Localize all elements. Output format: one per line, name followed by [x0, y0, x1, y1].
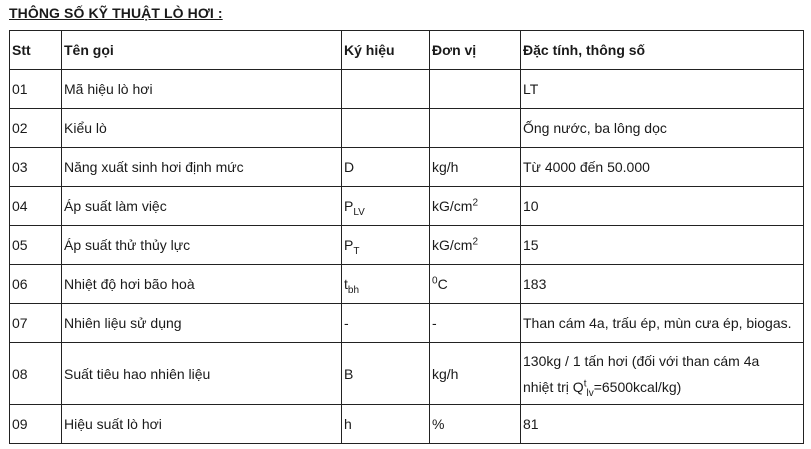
header-symbol: Ký hiệu — [342, 31, 430, 70]
cell-stt: 02 — [10, 109, 62, 148]
property-line: nhiệt trị $Q^t_{lv}=6500kcal/kg$) — [523, 377, 682, 399]
table-row — [10, 304, 804, 343]
cell-stt: 08 — [10, 343, 62, 405]
cell-symbol — [342, 70, 430, 109]
cell-property: LT — [521, 70, 804, 109]
cell-stt: 05 — [10, 226, 62, 265]
cell-stt: 04 — [10, 187, 62, 226]
cell-property: 183 — [521, 265, 804, 304]
cell-stt: 06 — [10, 265, 62, 304]
cell-name: Mã hiệu lò hơi — [62, 70, 342, 109]
header-name: Tên gọi — [62, 31, 342, 70]
cell-symbol: $t_{bh}$ — [342, 265, 430, 304]
cell-name: Nhiên liệu sử dụng — [62, 304, 342, 343]
header-unit: Đơn vị — [430, 31, 521, 70]
cell-stt: 01 — [10, 70, 62, 109]
cell-property: Từ 4000 đến 50.000 — [521, 148, 804, 187]
cell-symbol — [342, 109, 430, 148]
cell-name: Áp suất làm việc — [62, 187, 342, 226]
cell-symbol: h — [342, 405, 430, 444]
cell-property: Ống nước, ba lông dọc — [521, 109, 804, 148]
property-line: 130kg / 1 tấn hơi (đối với than cám 4a — [523, 352, 760, 369]
cell-unit: % — [430, 405, 521, 444]
table-row — [10, 226, 804, 265]
cell-unit: $^0$C — [430, 265, 521, 304]
cell-name: Áp suất thử thủy lực — [62, 226, 342, 265]
cell-symbol: - — [342, 304, 430, 343]
cell-name: Năng xuất sinh hơi định mức — [62, 148, 342, 187]
table-row — [10, 405, 804, 444]
cell-property — [521, 343, 804, 405]
header-property: Đặc tính, thông số — [521, 31, 804, 70]
cell-symbol: D — [342, 148, 430, 187]
cell-property: 81 — [521, 405, 804, 444]
cell-stt: 07 — [10, 304, 62, 343]
table-row — [10, 187, 804, 226]
cell-unit: $kG/cm^2$ — [430, 226, 521, 265]
cell-stt: 03 — [10, 148, 62, 187]
cell-name: Kiểu lò — [62, 109, 342, 148]
cell-name: Hiệu suất lò hơi — [62, 405, 342, 444]
cell-property: Than cám 4a, trấu ép, mùn cưa ép, biogas. — [521, 304, 804, 343]
cell-unit: kg/h — [430, 148, 521, 187]
cell-property: 10 — [521, 187, 804, 226]
cell-symbol: $P_T$ — [342, 226, 430, 265]
table-row — [10, 265, 804, 304]
spec-table — [9, 30, 804, 444]
cell-symbol: $P_{LV}$ — [342, 187, 430, 226]
cell-name: Suất tiêu hao nhiên liệu — [62, 343, 342, 405]
cell-unit: $kG/cm^2$ — [430, 187, 521, 226]
header-stt: Stt — [10, 31, 62, 70]
table-row — [10, 109, 804, 148]
cell-stt: 09 — [10, 405, 62, 444]
table-row — [10, 148, 804, 187]
cell-property: 15 — [521, 226, 804, 265]
cell-unit — [430, 70, 521, 109]
table-header-row — [10, 31, 804, 70]
cell-unit: - — [430, 304, 521, 343]
cell-symbol: B — [342, 343, 430, 405]
cell-name: Nhiệt độ hơi bão hoà — [62, 265, 342, 304]
page-title: THÔNG SỐ KỸ THUẬT LÒ HƠI : — [9, 5, 223, 21]
cell-unit — [430, 109, 521, 148]
table-row — [10, 70, 804, 109]
cell-unit: kg/h — [430, 343, 521, 405]
table-row — [10, 343, 804, 405]
